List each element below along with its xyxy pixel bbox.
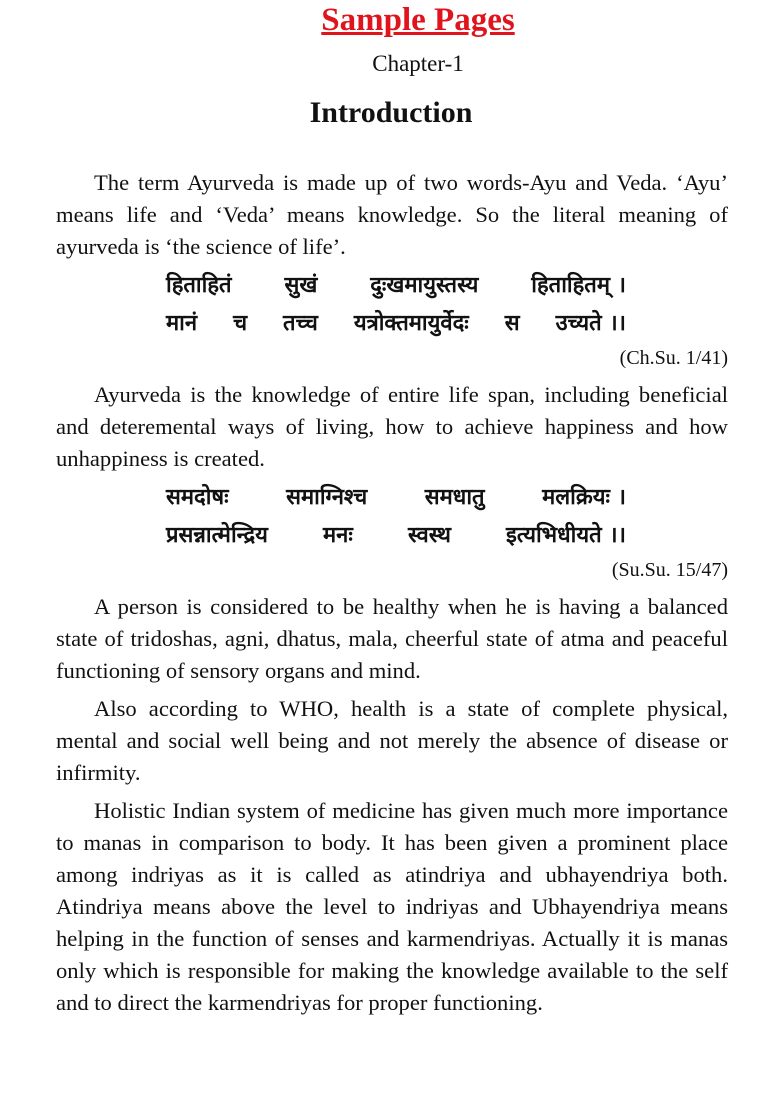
sample-pages-title: Sample Pages — [321, 2, 515, 38]
verse-line — [166, 517, 626, 555]
verse-word: सुखं — [284, 273, 318, 298]
sanskrit-verse — [56, 479, 728, 555]
chapter-heading: Introduction — [309, 96, 473, 129]
verse-word: उच्यते ।। — [555, 311, 626, 336]
verse-word: स — [504, 311, 520, 336]
verse-word: समधातु — [424, 485, 485, 510]
verse-word: हिताहितं — [166, 273, 232, 298]
verse-word: दुःखमायुस्तस्य — [370, 273, 479, 298]
verse-line — [166, 305, 626, 343]
paragraph: The term Ayurveda is made up of two words-Ayu and Veda. ‘Ayu’ means life and ‘Veda’ means knowledge. So the literal meaning of ayurveda is ‘the science of life’. — [56, 170, 728, 259]
verse-word: स्वस्थ — [407, 523, 451, 548]
verse-word: मनः — [323, 523, 353, 548]
verse-line — [166, 479, 626, 517]
verse-word: इत्यभिधीयते ।। — [506, 523, 626, 548]
verse-line — [166, 267, 626, 305]
verse-word: समाग्निश्च — [286, 485, 368, 510]
verse-word: समदोषः — [166, 485, 229, 510]
verse-word: तच्च — [283, 311, 318, 336]
sanskrit-verse — [56, 267, 728, 343]
verse-word: यत्रोक्तमायुर्वेदः — [353, 311, 469, 336]
verse-word: हिताहितम् । — [531, 273, 626, 298]
verse-word: मानं — [166, 311, 198, 336]
verse-word: प्रसन्नात्मेन्द्रिय — [166, 523, 268, 548]
verse-word: च — [233, 311, 248, 336]
verse-word: मलक्रियः । — [542, 485, 626, 510]
chapter-label: Chapter-1 — [372, 51, 464, 76]
verse-reference: (Su.Su. 15/47) — [611, 559, 728, 581]
page-body — [56, 167, 728, 1019]
paragraph: Also according to WHO, health is a state of complete physical, mental and social well being and not merely the absence of disease or infirmity. — [56, 696, 728, 785]
verse-reference: (Ch.Su. 1/41) — [619, 347, 728, 369]
paragraph: Ayurveda is the knowledge of entire life span, including beneficial and deteremental ways of living, how to achieve happiness and how unhappiness is created. — [56, 382, 728, 471]
paragraph: A person is considered to be healthy when he is having a balanced state of tridoshas, agni, dhatus, mala, cheerful state of atma and peaceful functioning of sensory organs and mind. — [56, 594, 728, 683]
paragraph: Holistic Indian system of medicine has given much more importance to manas in comparison to body. It has been given a prominent place among indriyas as it is called as atindriya and ubhayendriya both. Atindriya means above the level to indriyas and Ubhayendriya means helping in the function of senses and karmendriyas. Actually it is manas only which is responsible for making the knowledge available to the self and to direct the karmendriyas for proper functioning. — [56, 798, 728, 1015]
